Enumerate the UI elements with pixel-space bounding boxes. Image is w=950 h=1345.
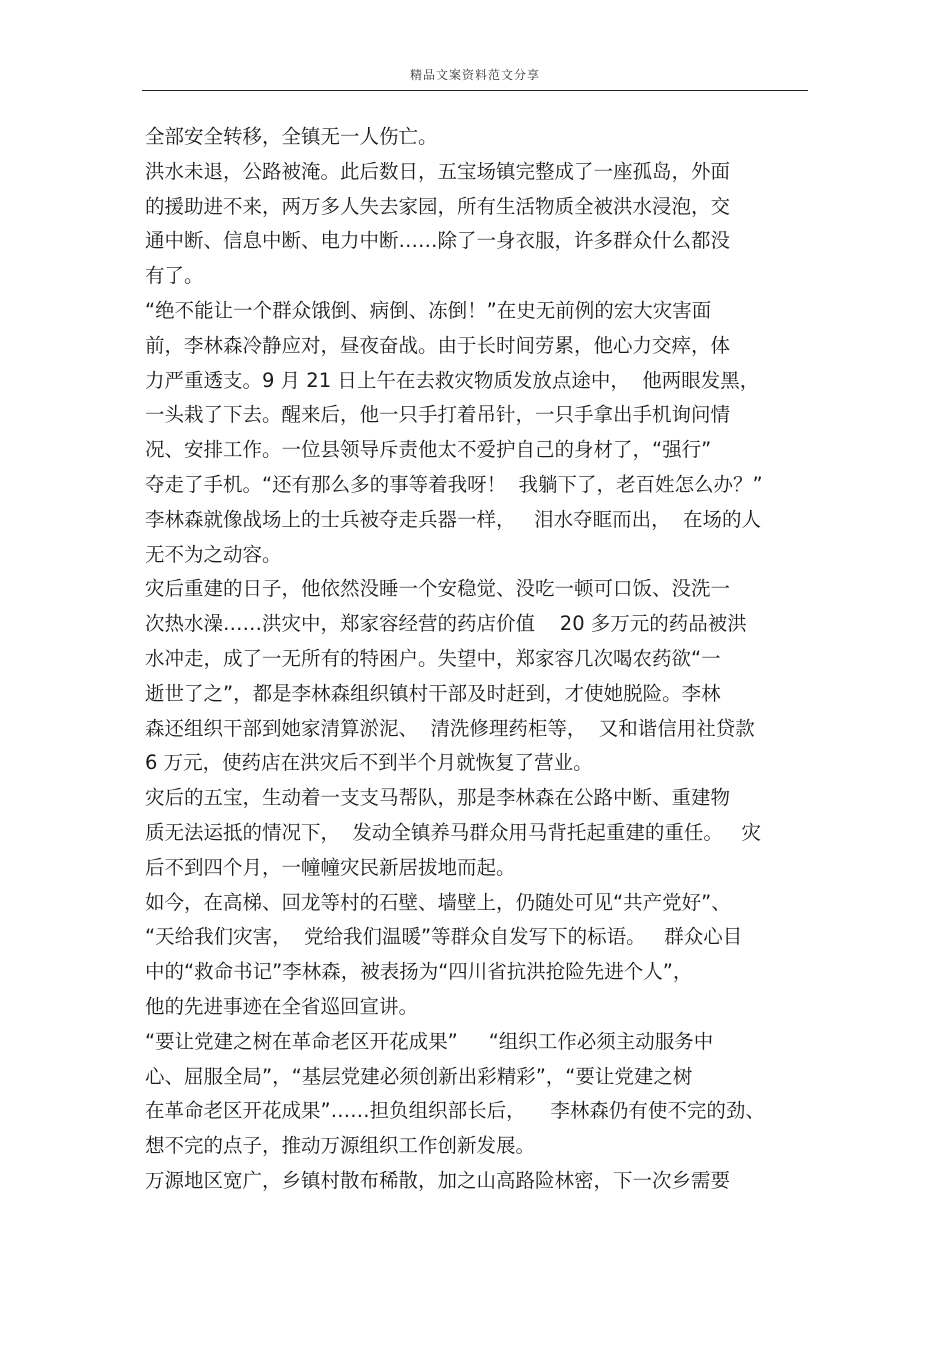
text-line: 逝世了之”，都是李林森组织镇村干部及时赶到，才使她脱险。李林 — [145, 681, 721, 705]
text-line: 有了。 — [145, 264, 204, 288]
text-line: 心、屈服全局”，“基层党建必须创新出彩精彩”，“要让党建之树 — [145, 1064, 693, 1088]
text-line: 在革命老区开花成果”……担负组织部长后， 李林森仍有使不完的劲、 — [145, 1099, 765, 1123]
text-line: 灾后的五宝，生动着一支支马帮队，那是李林森在公路中断、重建物 — [145, 786, 731, 810]
text-line: 次热水澡……洪灾中，郑家容经营的药店价值 20 多万元的药品被洪 — [145, 612, 747, 636]
text-line: 的援助进不来，两万多人失去家园，所有生活物质全被洪水浸泡，交 — [145, 194, 731, 218]
text-line: 森还组织干部到她家清算淤泥、 清洗修理药柜等， 又和谐信用社贷款 — [145, 716, 755, 740]
text-line: 李林森就像战场上的士兵被夺走兵器一样， 泪水夺眶而出， 在场的人 — [145, 507, 761, 531]
text-line: 前，李林森冷静应对，昼夜奋战。由于长时间劳累，他心力交瘁，体 — [145, 333, 731, 357]
text-line: 况、安排工作。一位县领导斥责他太不爱护自己的身材了，“强行” — [145, 438, 712, 462]
page-header-title: 精品文案资料范文分享 — [409, 68, 540, 82]
document-body — [145, 120, 815, 1199]
header-divider — [142, 90, 808, 91]
text-line: 万源地区宽广，乡镇村散布稀散，加之山高路险林密，下一次乡需要 — [145, 1168, 731, 1192]
text-line: 洪水未退，公路被淹。此后数日，五宝场镇完整成了一座孤岛，外面 — [145, 159, 731, 183]
text-line: “绝不能让一个群众饿倒、病倒、冻倒！”在史无前例的宏大灾害面 — [145, 298, 712, 322]
text-line: 他的先进事迹在全省巡回宣讲。 — [145, 994, 419, 1018]
text-line: 想不完的点子，推动万源组织工作创新发展。 — [145, 1134, 536, 1158]
text-line: 后不到四个月，一幢幢灾民新居拔地而起。 — [145, 855, 516, 879]
text-line: 力严重透支。9 月 21 日上午在去救灾物质发放点途中， 他两眼发黑， — [145, 368, 760, 392]
text-line: 如今，在高梯、回龙等村的石壁、墙壁上，仍随处可见“共产党好”、 — [145, 890, 731, 914]
text-line: “要让党建之树在革命老区开花成果” “组织工作必须主动服务中 — [145, 1029, 714, 1053]
text-line: 一头栽了下去。醒来后，他一只手打着吊针，一只手拿出手机询问情 — [145, 403, 731, 427]
text-line: 无不为之动容。 — [145, 542, 282, 566]
text-line: 质无法运抵的情况下， 发动全镇养马群众用马背托起重建的重任。 灾 — [145, 820, 761, 844]
text-line: 中的“救命书记”李林森，被表扬为“四川省抗洪抢险先进个人”， — [145, 960, 693, 984]
text-line: 灾后重建的日子，他依然没睡一个安稳觉、没吃一顿可口饭、没洗一 — [145, 577, 731, 601]
text-line: “天给我们灾害， 党给我们温暖”等群众自发写下的标语。 群众心目 — [145, 925, 743, 949]
text-line: 通中断、信息中断、电力中断……除了一身衣服，许多群众什么都没 — [145, 229, 731, 253]
text-line: 夺走了手机。“还有那么多的事等着我呀！ 我躺下了，老百姓怎么办？” — [145, 472, 763, 496]
text-line: 6 万元，使药店在洪灾后不到半个月就恢复了营业。 — [145, 751, 593, 775]
text-line: 全部安全转移，全镇无一人伤亡。 — [145, 125, 438, 148]
text-line: 水冲走，成了一无所有的特困户。失望中，郑家容几次喝农药欲“一 — [145, 646, 721, 670]
